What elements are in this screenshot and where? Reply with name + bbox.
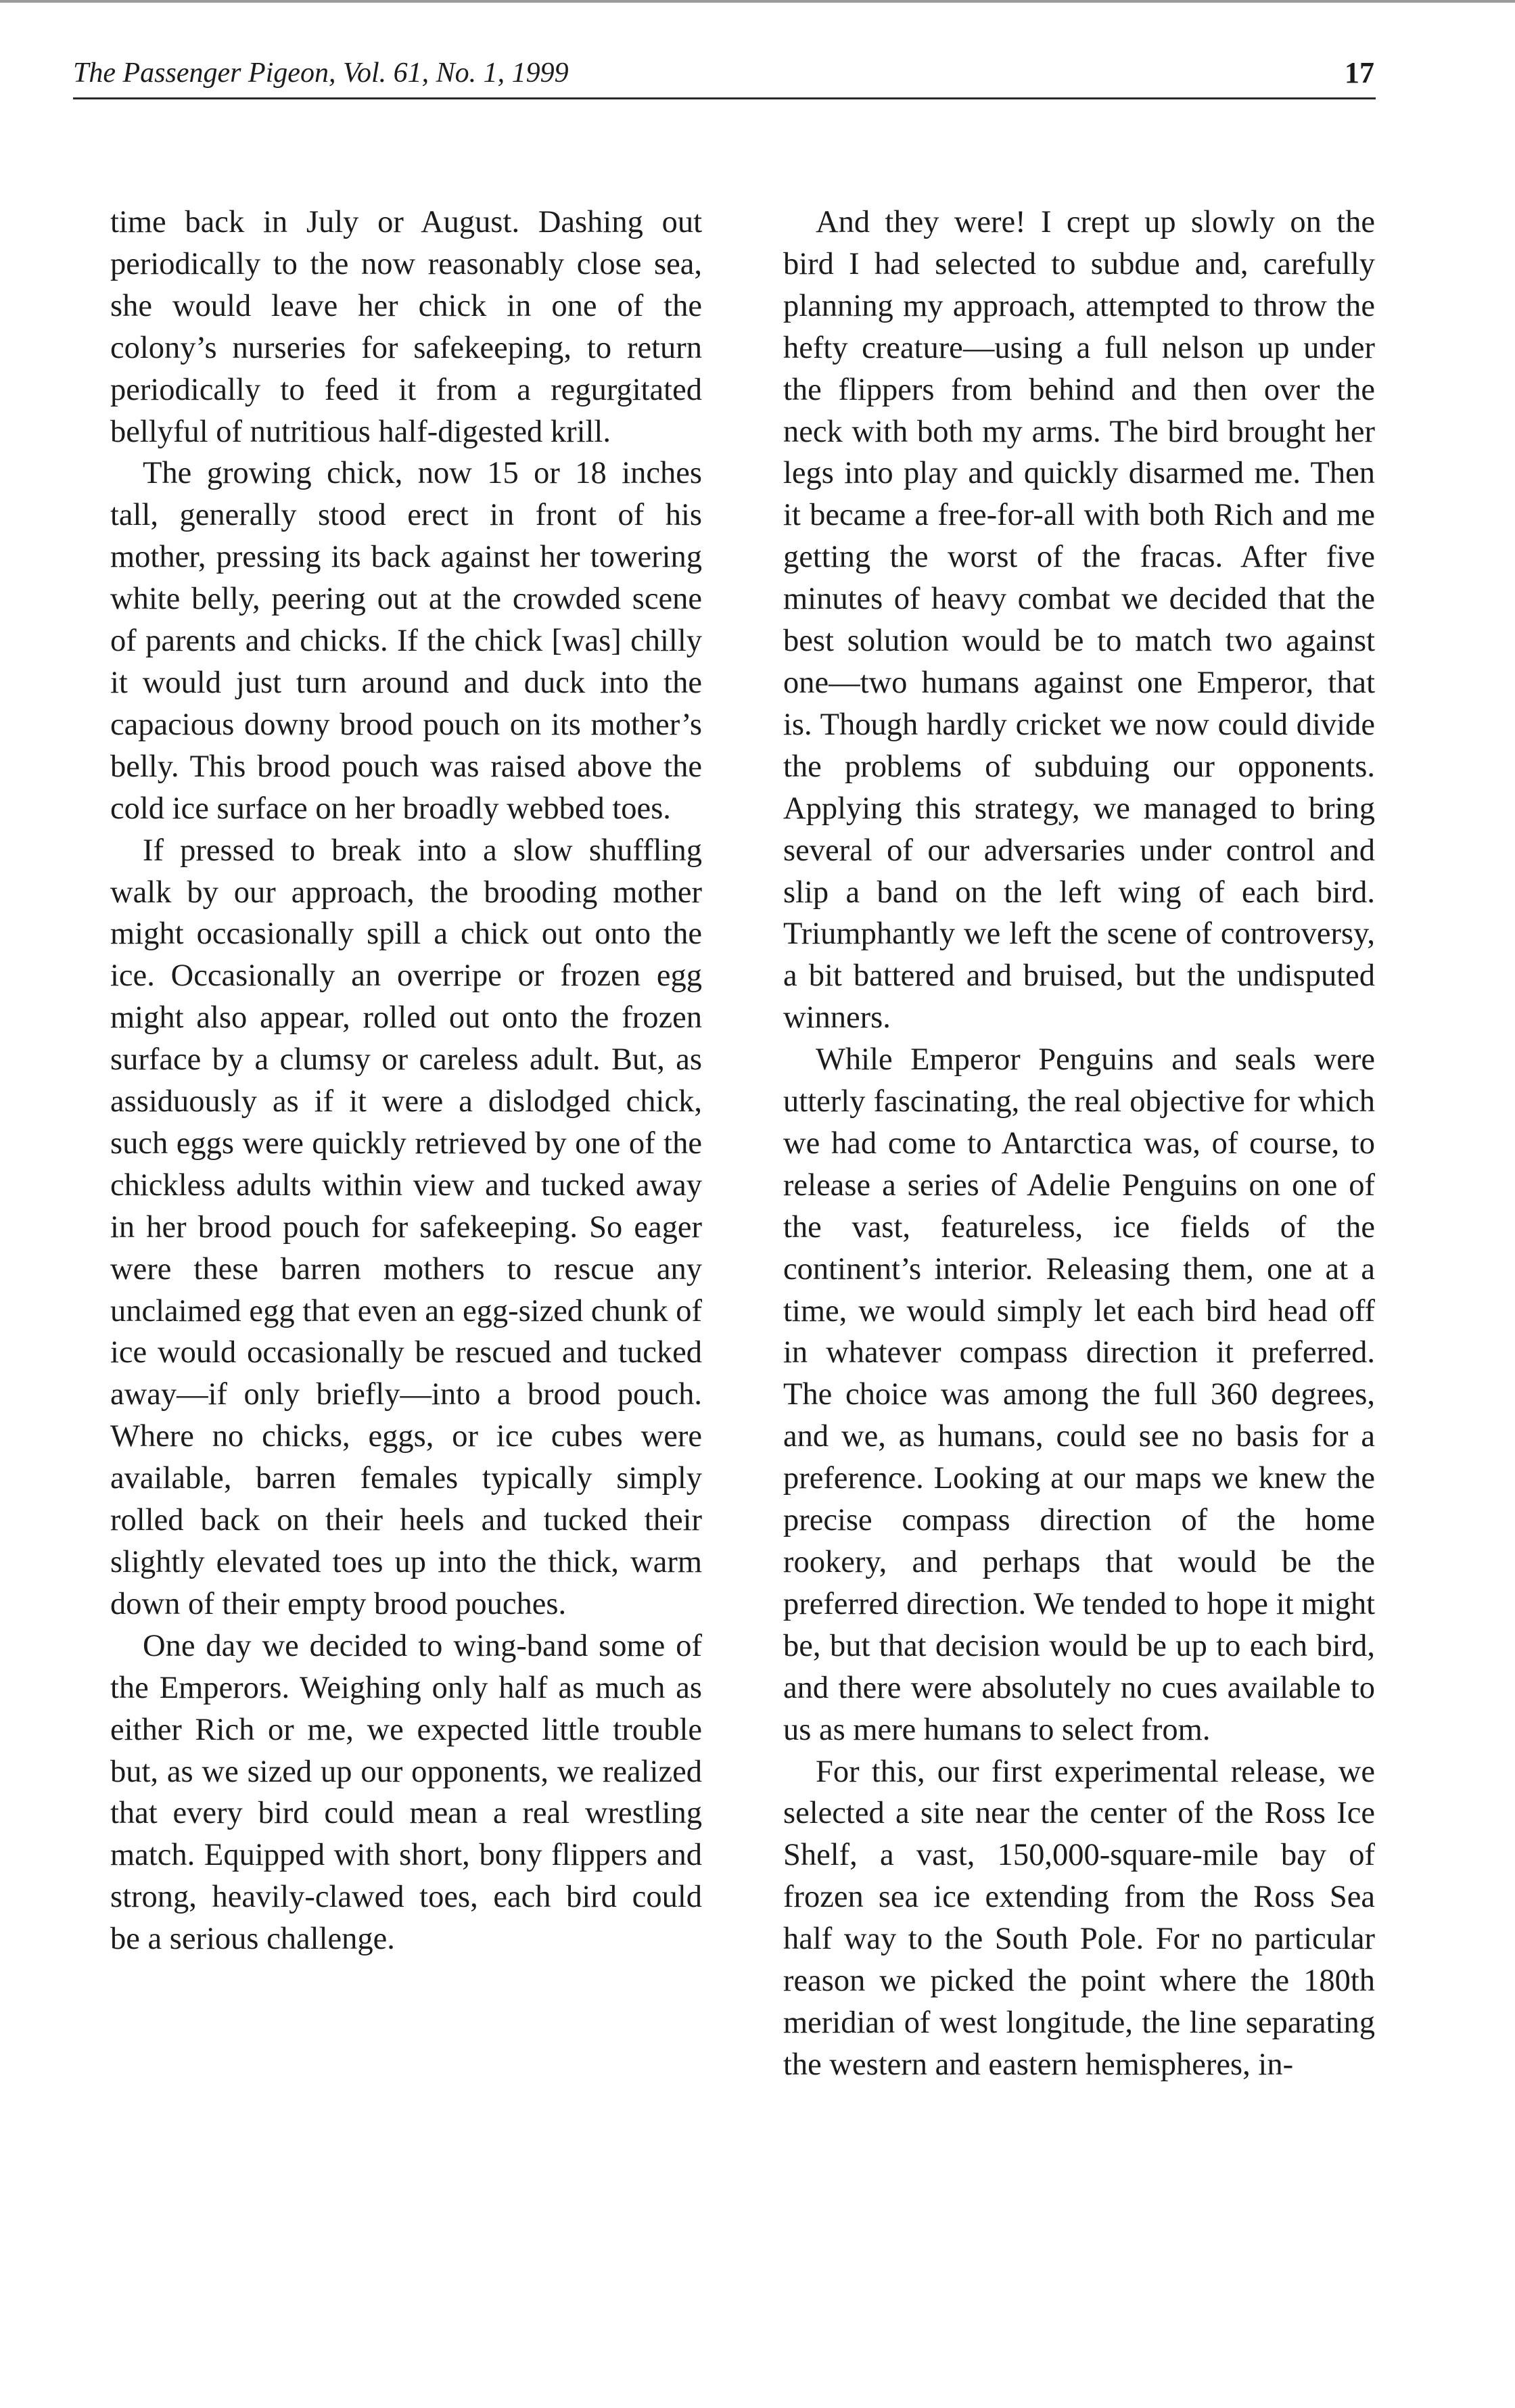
right-column [783, 202, 1375, 2086]
paragraph-wing-band: One day we decided to wing-band some of the Emperors. Weighing only half as much as either Rich or me, we expected little trouble but, as we sized up our opponents, we realized that every bird could mean a real wrestling match. Equipped with short, bony flippers and strong, heavily-clawed toes, each bird could be a serious challenge. [110, 1628, 702, 1957]
paragraph-continued: time back in July or August. Dashing out periodically to the now reasonably close sea, she would leave her chick in one of the colony’s nurseries for safekeeping, to return periodically to feed it from a regurgitated bellyful of nutritious half-digested krill. [110, 205, 702, 449]
paragraph-growing-chick: The growing chick, now 15 or 18 inches tall, generally stood erect in front of his mother, pressing its back against her towering white belly, peering out at the crowded scene of parents and chicks. If the chick [was] chilly it would just turn around and duck into the capacious downy brood pouch on its mother’s belly. This brood pouch was raised above the cold ice surface on her broadly webbed toes. [110, 456, 702, 826]
top-edge-rule [0, 0, 1515, 3]
running-head [73, 53, 1376, 99]
paragraph-release-objective: While Emperor Penguins and seals were utterly fascinating, the real objective for which we had come to Antarctica was, of course, to release a series of Adelie Penguins on one of the vast, featureless, ice fields of the continent’s interior. Releasing them, one at a time, we would simply let each bird head off in whatever compass direction it preferred. The choice was among the full 360 degrees, and we, as humans, could see no basis for a preference. Looking at our maps we knew the precise compass direction of the home rookery, and perhaps that would be the preferred direction. We tended to hope it might be, but that decision would be up to each bird, and there were absolutely no cues available to us as mere humans to select from. [783, 1042, 1375, 1747]
journal-citation: The Passenger Pigeon, Vol. 61, No. 1, 1999 [73, 57, 569, 89]
page-number: 17 [1345, 56, 1374, 89]
paragraph-brooding-mother: If pressed to break into a slow shuffling walk by our approach, the brooding mother might occasionally spill a chick out onto the ice. Occasionally an overripe or frozen egg might also appear, rolled out onto the frozen surface by a clumsy or careless adult. But, as assiduously as if it were a dislodged chick, such eggs were quickly retrieved by one of the chickless adults within view and tucked away in her brood pouch for safekeeping. So eager were these barren mothers to rescue any unclaimed egg that even an egg-sized chunk of ice would occasionally be rescued and tucked away—if only briefly—into a brood pouch. Where no chicks, eggs, or ice cubes were available, barren females typically simply rolled back on their heels and tucked their slightly elevated toes up into the thick, warm down of their empty brood pouches. [110, 833, 702, 1621]
paragraph-ross-ice-shelf: For this, our first experimental release, we selected a site near the center of the Ross Ice Shelf, a vast, 150,000-square-mile bay of frozen sea ice extending from the Ross Sea half way to the South Pole. For no particular reason we picked the point where the 180th meridian of west longitude, the line separating the western and eastern hemispheres, in- [783, 1754, 1375, 2082]
left-column [110, 202, 702, 1960]
paragraph-wrestling: And they were! I crept up slowly on the bird I had selected to subdue and, carefully planning my approach, attempted to throw the hefty creature—using a full nelson up under the flippers from behind and then over the neck with both my arms. The bird brought her legs into play and quickly disarmed me. Then it became a free-for-all with both Rich and me getting the worst of the fracas. After five minutes of heavy combat we decided that the best solution would be to match two against one—two humans against one Emperor, that is. Though hardly cricket we now could divide the problems of subduing our opponents. Applying this strategy, we managed to bring several of our adversaries under control and slip a band on the left wing of each bird. Triumphantly we left the scene of controversy, a bit battered and bruised, but the undisputed winners. [783, 205, 1375, 1036]
